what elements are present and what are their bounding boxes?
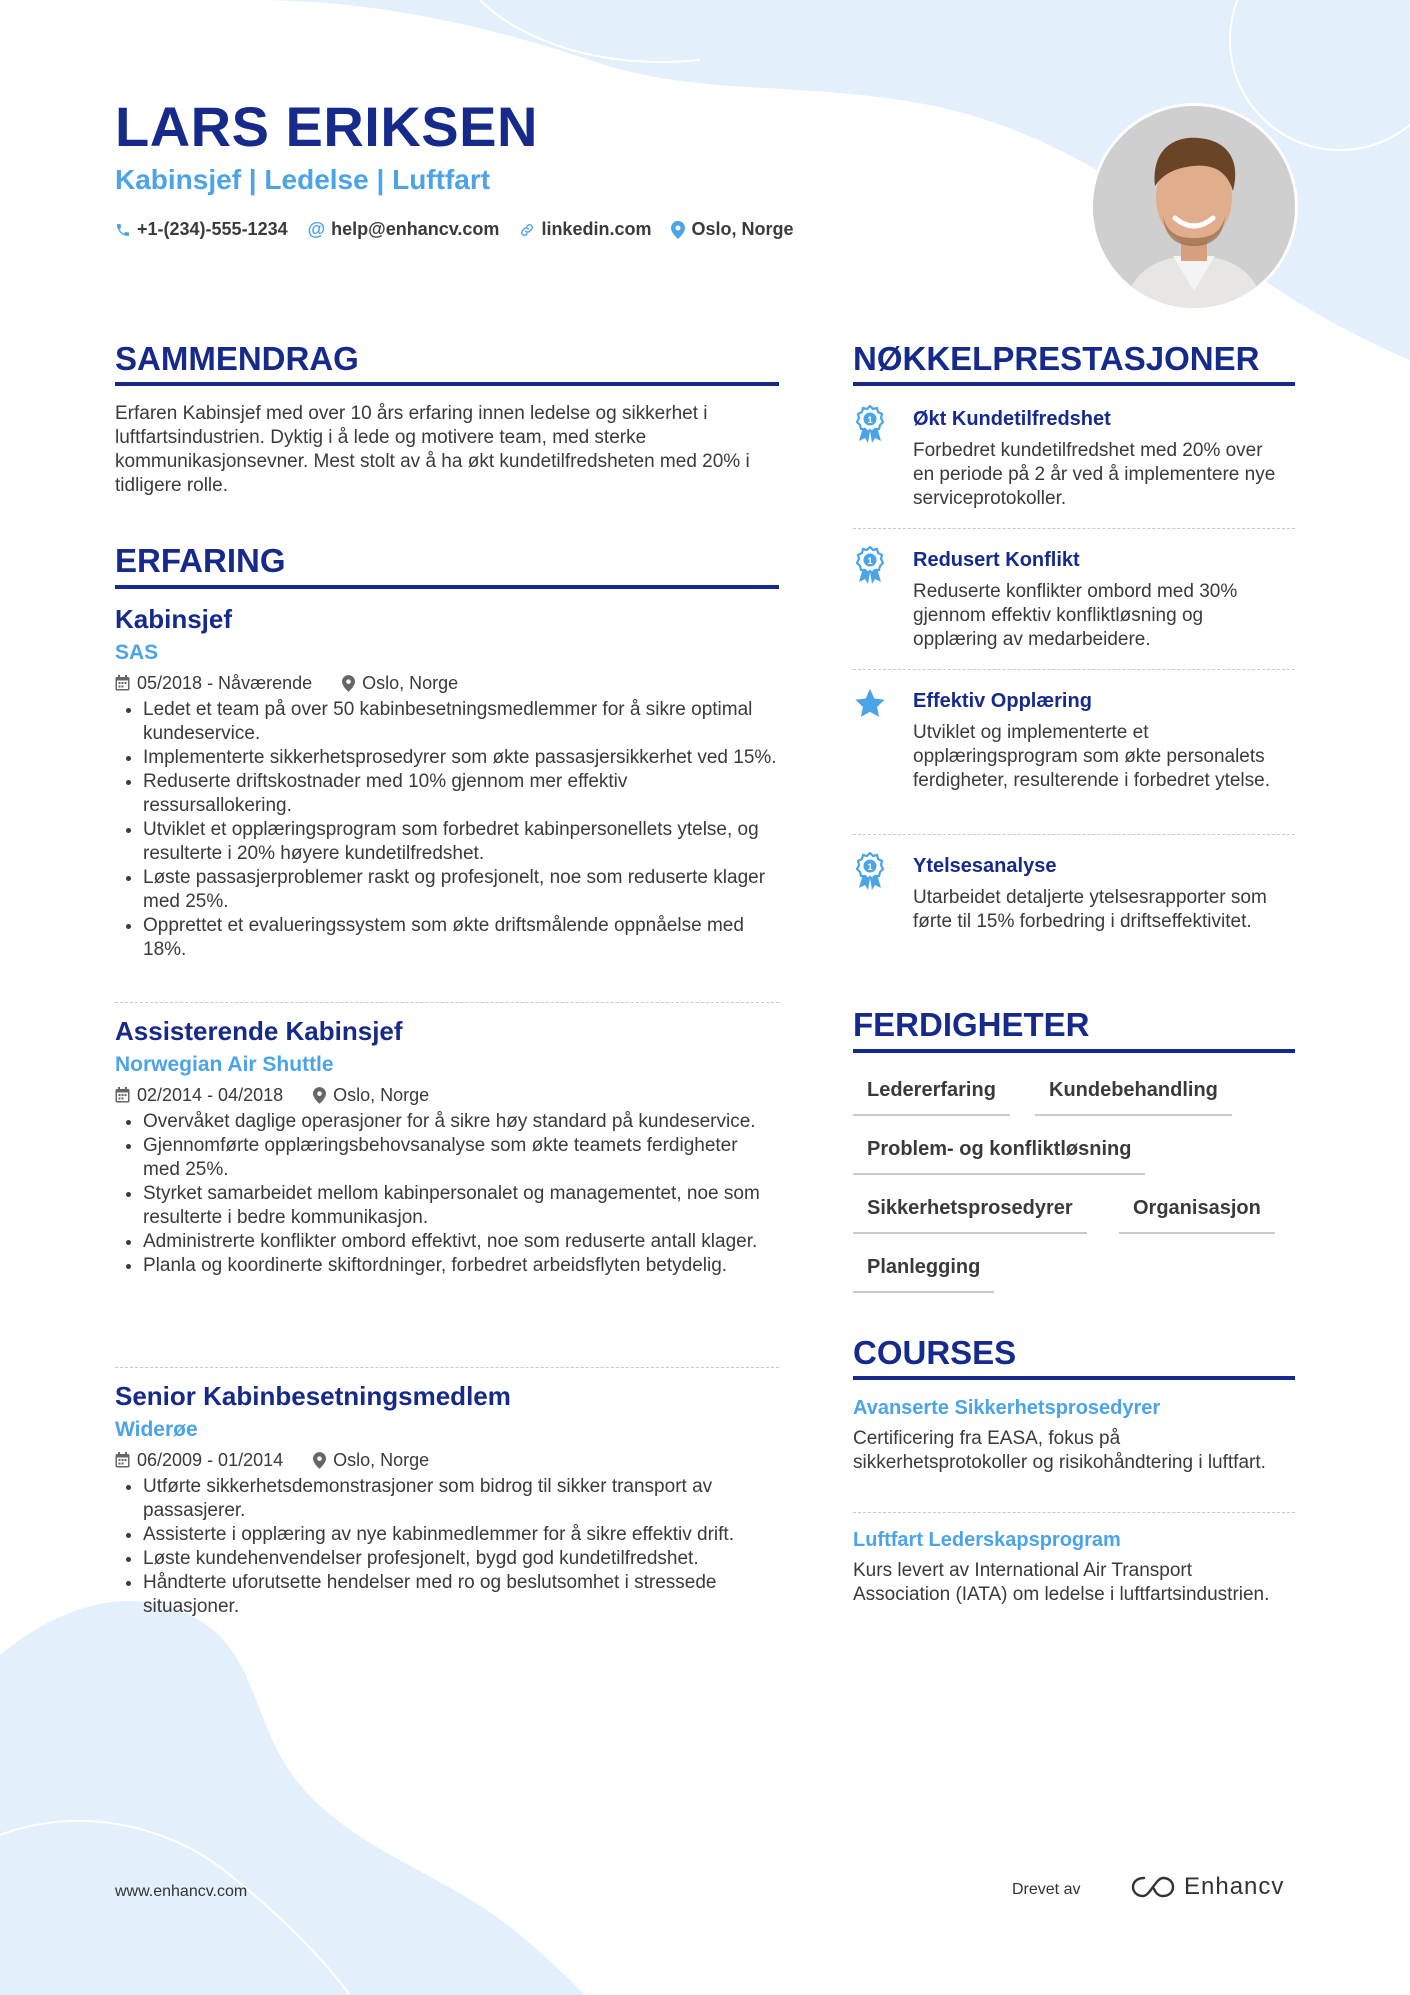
- profile-photo: [1090, 103, 1298, 311]
- brand-logo[interactable]: [1130, 1873, 1284, 1901]
- job-bullet: • Utførte sikkerhetsdemonstrasjoner som bidrog til sikker transport av passasjerer.: [143, 1475, 779, 1523]
- svg-text:1: 1: [867, 862, 873, 872]
- courses-rule: [853, 1376, 1295, 1380]
- course-title: Avanserte Sikkerhetsprosedyrer: [853, 1397, 1161, 1419]
- job-bullet: • Opprettet et evalueringssystem som økte driftsmålende oppnåelse med 18%.: [143, 914, 779, 962]
- skill-tag: Problem- og konfliktløsning: [853, 1135, 1145, 1175]
- location-pin-icon: [313, 1087, 326, 1104]
- location-pin-icon: [313, 1452, 326, 1469]
- experience-heading: ERFARING: [115, 542, 286, 579]
- award-ribbon-icon: [853, 546, 887, 580]
- job-entry: [115, 603, 779, 962]
- summary-heading: SAMMENDRAG: [115, 340, 359, 377]
- calendar-icon: [115, 1087, 130, 1103]
- summary-rule: [115, 382, 779, 386]
- course-desc: Certificering fra EASA, fokus på sikkerhetsprotokoller og risikohåndtering i luftfart.: [853, 1428, 1266, 1473]
- skill-tag: Organisasjon: [1119, 1194, 1275, 1234]
- divider: [853, 1512, 1295, 1513]
- location-pin-icon: [671, 221, 685, 239]
- divider: [853, 528, 1295, 529]
- contact-phone[interactable]: [115, 219, 288, 240]
- svg-text:1: 1: [867, 556, 873, 566]
- at-icon: @: [307, 219, 326, 239]
- job-bullet: • Administrerte konflikter ombord effektivt, noe som reduserte antall klager.: [143, 1230, 779, 1254]
- star-icon: [853, 687, 887, 721]
- achievement-desc: Reduserte konflikter ombord med 30% gjennom effektiv konfliktløsning og opplæring av medarbeidere.: [913, 581, 1238, 650]
- course-desc: Kurs levert av International Air Transport Association (IATA) om ledelse i luftfartsindustrien.: [853, 1560, 1270, 1605]
- courses-heading: COURSES: [853, 1334, 1017, 1371]
- achievement-title: Redusert Konflikt: [913, 549, 1080, 571]
- achievement-title: Økt Kundetilfredshet: [913, 408, 1111, 430]
- calendar-icon: [115, 1452, 130, 1468]
- job-bullets: [115, 698, 779, 962]
- candidate-name: LARS ERIKSEN: [115, 95, 538, 158]
- job-bullet: • Utviklet et opplæringsprogram som forbedret kabinpersonellets ytelse, og resulterte i 20% høyere kundetilfredshet.: [143, 818, 779, 866]
- contact-linkedin[interactable]: [519, 219, 651, 240]
- experience-rule: [115, 585, 779, 589]
- job-meta: [115, 670, 779, 696]
- divider: [115, 1367, 779, 1368]
- job-company: Norwegian Air Shuttle: [115, 1053, 334, 1076]
- divider: [853, 669, 1295, 670]
- email-text: help@enhancv.com: [331, 219, 500, 239]
- footer-url[interactable]: www.enhancv.com: [115, 1883, 248, 1900]
- svg-text:1: 1: [867, 415, 873, 425]
- skill-tag: Ledererfaring: [853, 1076, 1010, 1116]
- skill-tag: Sikkerhetsprosedyrer: [853, 1194, 1087, 1234]
- job-bullet: • Løste kundehenvendelser profesjonelt, bygd god kundetilfredshet.: [143, 1547, 779, 1571]
- achievement-desc: Forbedret kundetilfredshet med 20% over en periode på 2 år ved å implementere nye serviceprotokoller.: [913, 440, 1276, 509]
- skills-heading: FERDIGHETER: [853, 1006, 1090, 1043]
- job-entry: [115, 1380, 779, 1619]
- candidate-headline: Kabinsjef | Ledelse | Luftfart: [115, 164, 491, 195]
- job-bullet: • Håndterte uforutsette hendelser med ro og beslutsomhet i stressede situasjoner.: [143, 1571, 779, 1619]
- course-title: Luftfart Lederskapsprogram: [853, 1529, 1121, 1551]
- job-entry: [115, 1015, 779, 1278]
- job-bullet: • Implementerte sikkerhetsprosedyrer som økte passasjersikkerhet ved 15%.: [143, 746, 779, 770]
- job-bullet: • Assisterte i opplæring av nye kabinmedlemmer for å sikre effektiv drift.: [143, 1523, 779, 1547]
- job-company: SAS: [115, 641, 159, 664]
- job-bullet: • Planla og koordinerte skiftordninger, forbedret arbeidsflyten betydelig.: [143, 1254, 779, 1278]
- job-title: Assisterende Kabinsjef: [115, 1016, 403, 1046]
- job-title: Senior Kabinbesetningsmedlem: [115, 1381, 511, 1411]
- location-text: Oslo, Norge: [691, 219, 794, 239]
- job-company: Widerøe: [115, 1418, 198, 1441]
- summary-text: Erfaren Kabinsjef med over 10 års erfaring innen ledelse og sikkerhet i luftfartsindustrien. Dyktig i å lede og motivere team, med sterke kommunikasjonsevner. Mest stolt av å ha økt kundetilfredsheten med 20% i tidligere rolle.: [115, 403, 750, 496]
- divider: [115, 1002, 779, 1003]
- achievement-desc: Utviklet og implementerte et opplæringsprogram som økte personalets ferdigheter, resulterende i forbedret ytelse.: [913, 722, 1270, 791]
- job-bullet: • Ledet et team på over 50 kabinbesetningsmedlemmer for å sikre optimal kundeservice.: [143, 698, 779, 746]
- contact-email[interactable]: [308, 219, 500, 240]
- job-bullet: • Overvåket daglige operasjoner for å sikre høy standard på kundeservice.: [143, 1110, 779, 1134]
- achievement-title: Ytelsesanalyse: [913, 855, 1057, 877]
- enhancv-logo-icon: [1130, 1874, 1176, 1900]
- contact-location: [671, 219, 793, 240]
- achievements-heading: NØKKELPRESTASJONER: [853, 340, 1260, 377]
- achievement-desc: Utarbeidet detaljerte ytelsesrapporter som førte til 15% forbedring i driftseffektivitet.: [913, 887, 1267, 932]
- job-bullets: [115, 1475, 779, 1619]
- phone-text: +1-(234)-555-1234: [137, 219, 288, 239]
- job-dates: 06/2009 - 01/2014: [137, 1450, 284, 1470]
- job-bullet: • Gjennomførte opplæringsbehovsanalyse som økte teamets ferdigheter med 25%.: [143, 1134, 779, 1182]
- job-location: Oslo, Norge: [333, 1450, 430, 1470]
- job-meta: [115, 1447, 779, 1473]
- contact-row: [115, 219, 813, 240]
- calendar-icon: [115, 675, 130, 691]
- powered-by-label: Drevet av: [1012, 1881, 1081, 1898]
- phone-icon: [115, 222, 131, 238]
- skill-tag: Kundebehandling: [1035, 1076, 1232, 1116]
- achievement-title: Effektiv Opplæring: [913, 690, 1092, 712]
- job-location: Oslo, Norge: [362, 673, 459, 693]
- job-bullet: • Styrket samarbeidet mellom kabinpersonalet og managementet, noe som resulterte i bedre kommunikasjon.: [143, 1182, 779, 1230]
- link-icon: [519, 222, 535, 238]
- skills-rule: [853, 1049, 1295, 1053]
- job-dates: 02/2014 - 04/2018: [137, 1085, 284, 1105]
- job-bullets: [115, 1110, 779, 1278]
- award-ribbon-icon: [853, 405, 887, 439]
- job-dates: 05/2018 - Nåværende: [137, 673, 313, 693]
- location-pin-icon: [342, 675, 355, 692]
- brand-name: Enhancv: [1184, 1873, 1285, 1900]
- job-bullet: • Løste passasjerproblemer raskt og profesjonelt, noe som reduserte klager med 25%.: [143, 866, 779, 914]
- award-ribbon-icon: [853, 852, 887, 886]
- job-title: Kabinsjef: [115, 604, 233, 634]
- job-meta: [115, 1082, 779, 1108]
- skill-tag: Planlegging: [853, 1253, 994, 1293]
- achievements-rule: [853, 382, 1295, 386]
- job-location: Oslo, Norge: [333, 1085, 430, 1105]
- job-bullet: • Reduserte driftskostnader med 10% gjennom mer effektiv ressursallokering.: [143, 770, 779, 818]
- divider: [853, 834, 1295, 835]
- linkedin-text: linkedin.com: [541, 219, 652, 239]
